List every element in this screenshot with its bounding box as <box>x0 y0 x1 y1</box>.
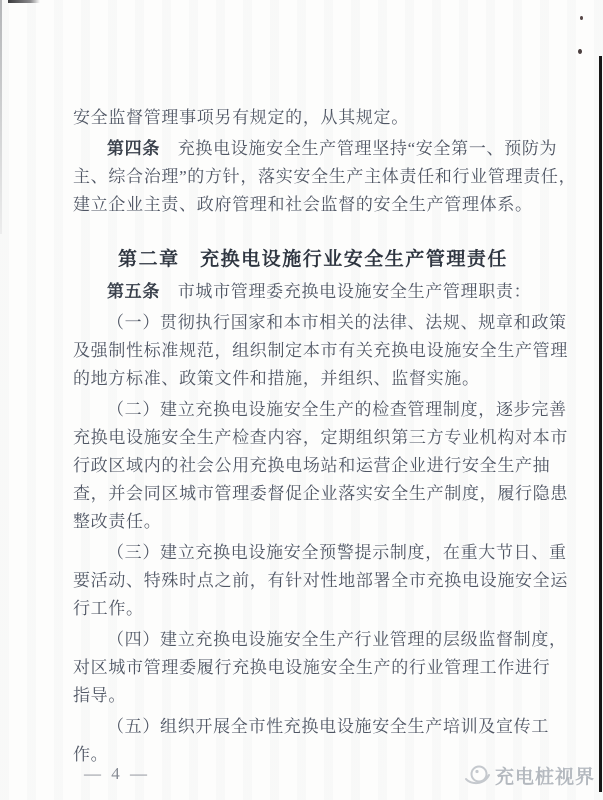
article-number: 第四条 <box>107 139 161 158</box>
text-line: 第五条 市城市管理委充换电设施安全生产管理职责： <box>107 282 532 301</box>
paragraph <box>73 104 543 132</box>
chapter-heading: 第二章 充换电设施行业安全生产管理责任 <box>118 249 508 270</box>
text-line: （四）建立充换电设施安全生产行业管理的层级监督制度， <box>107 630 567 649</box>
scan-artifact-left-edge-line <box>0 0 2 234</box>
text-line: 第四条 充换电设施安全生产管理坚持“安全第一、预防为 <box>107 139 558 158</box>
paragraph <box>73 278 543 306</box>
paragraph <box>73 135 577 219</box>
text-line: 建立企业主责、政府管理和社会监督的安全生产管理体系。 <box>73 195 533 214</box>
text-line: 指导。 <box>73 686 127 705</box>
document-body <box>73 104 577 769</box>
text-line: 查，并会同区城市管理委督促企业落实安全生产制度，履行隐患 <box>73 484 569 503</box>
text-line: 要活动、特殊时点之前，有针对性地部署全市充换电设施安全运 <box>73 571 569 590</box>
paragraph <box>73 713 549 769</box>
paragraph <box>73 626 567 710</box>
text-line: 行工作。 <box>73 599 144 618</box>
text-line: 安全监督管理事项另有规定的，从其规定。 <box>73 108 409 127</box>
watermark-text: 充电桩视界 <box>495 767 596 788</box>
scan-artifact-speck <box>580 16 583 20</box>
text-line: 整改责任。 <box>73 512 162 531</box>
text-line: 行政区域内的社会公用充换电场站和运营企业进行安全生产抽 <box>73 456 551 475</box>
text-line: （二）建立充换电设施安全生产的检查管理制度，逐步完善 <box>107 400 567 419</box>
text-line: 作。 <box>73 745 109 764</box>
scan-artifact-top-left-dash <box>8 0 40 3</box>
text-line: （五）组织开展全市性充换电设施安全生产培训及宣传工 <box>107 717 549 736</box>
text-line: 充换电设施安全生产检查内容，定期组织第三方专业机构对本市 <box>73 428 569 447</box>
lens-swirl-icon <box>464 764 490 788</box>
paragraph <box>73 396 569 536</box>
text-line: 主、综合治理”的方针，落实安全生产主体责任和行业管理责任， <box>73 167 577 186</box>
scan-artifact-speck <box>578 49 582 54</box>
text-line: 及强制性标准规范，组织制定本市有关充换电设施安全生产管理 <box>73 341 569 360</box>
watermark <box>464 762 595 789</box>
text-line: 对区城市管理委履行充换电设施安全生产的行业管理工作进行 <box>73 658 551 677</box>
paragraph <box>73 539 569 623</box>
text-line: （三）建立充换电设施安全预警提示制度，在重大节日、重 <box>107 543 567 562</box>
paragraph <box>73 309 569 393</box>
text-line: 的地方标准、政策文件和措施，并组织、监督实施。 <box>73 369 480 388</box>
text-line: （一）贯彻执行国家和本市相关的法律、法规、规章和政策 <box>107 313 567 332</box>
article-number: 第五条 <box>107 282 161 301</box>
page-number: — 4 — <box>84 764 150 783</box>
scan-artifact-right-edge-line <box>599 56 602 792</box>
